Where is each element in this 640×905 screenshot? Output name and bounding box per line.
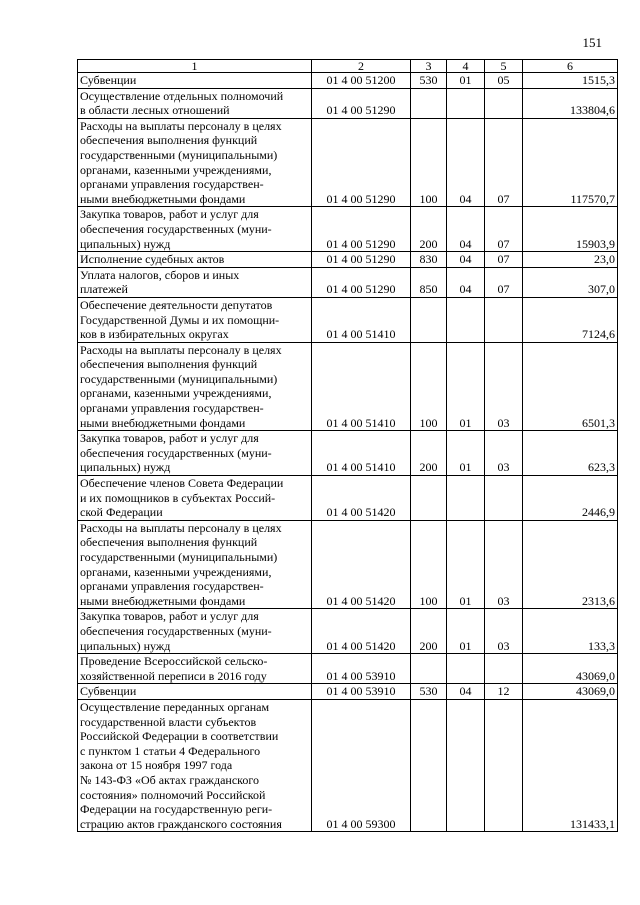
row-description: Осуществление переданных органам государственной власти субъектов Российской Федерации в соответствии с пунктом 1 статьи 4 Федерального закона от 15 ноября 1997 года № 143-ФЗ «Об актах гражданского состояния» полномочий Российской Федерации на государственную реги- страцию актов гражданского состояния	[78, 699, 312, 831]
expense-type-code	[411, 297, 447, 342]
budget-table	[77, 59, 618, 832]
subsection-code	[485, 88, 523, 118]
subsection-code	[485, 297, 523, 342]
expense-type-code	[411, 654, 447, 684]
row-description: Расходы на выплаты персоналу в целях обеспечения выполнения функций государственными (муниципальными) органами, казенными учреждениями, органами управления государствен- ными внебюджетными фондами	[78, 118, 312, 207]
expense-type-code: 100	[411, 118, 447, 207]
page-number: 151	[582, 35, 602, 50]
amount: 7124,6	[523, 297, 618, 342]
section-code: 04	[447, 207, 485, 252]
subsection-code	[485, 699, 523, 831]
expense-type-code: 100	[411, 342, 447, 431]
amount: 2313,6	[523, 520, 618, 609]
row-description: Осуществление отдельных полномочий в области лесных отношений	[78, 88, 312, 118]
amount: 15903,9	[523, 207, 618, 252]
table-row	[78, 342, 618, 431]
table-row	[78, 654, 618, 684]
table-row	[78, 207, 618, 252]
column-header: 6	[523, 60, 618, 73]
table-row	[78, 88, 618, 118]
table-row	[78, 252, 618, 268]
row-description: Исполнение судебных актов	[78, 252, 312, 268]
subsection-code: 07	[485, 118, 523, 207]
subsection-code: 12	[485, 684, 523, 700]
table-row	[78, 431, 618, 476]
target-article-code: 01 4 00 51290	[312, 252, 411, 268]
expense-type-code	[411, 699, 447, 831]
table-row	[78, 73, 618, 89]
column-header: 1	[78, 60, 312, 73]
target-article-code: 01 4 00 53910	[312, 654, 411, 684]
expense-type-code: 100	[411, 520, 447, 609]
target-article-code: 01 4 00 51410	[312, 297, 411, 342]
subsection-code: 03	[485, 520, 523, 609]
target-article-code: 01 4 00 51420	[312, 476, 411, 521]
target-article-code: 01 4 00 51200	[312, 73, 411, 89]
column-header: 5	[485, 60, 523, 73]
table-row	[78, 267, 618, 297]
section-code	[447, 297, 485, 342]
amount: 43069,0	[523, 654, 618, 684]
target-article-code: 01 4 00 51410	[312, 431, 411, 476]
table-row	[78, 684, 618, 700]
target-article-code: 01 4 00 51290	[312, 267, 411, 297]
section-code: 01	[447, 73, 485, 89]
expense-type-code	[411, 476, 447, 521]
column-header: 3	[411, 60, 447, 73]
row-description: Уплата налогов, сборов и иных платежей	[78, 267, 312, 297]
row-description: Проведение Всероссийской сельско- хозяйственной переписи в 2016 году	[78, 654, 312, 684]
table-header-row	[78, 60, 618, 73]
amount: 2446,9	[523, 476, 618, 521]
expense-type-code: 830	[411, 252, 447, 268]
table-row	[78, 118, 618, 207]
target-article-code: 01 4 00 51290	[312, 118, 411, 207]
expense-type-code: 850	[411, 267, 447, 297]
amount: 307,0	[523, 267, 618, 297]
section-code: 04	[447, 252, 485, 268]
target-article-code: 01 4 00 51290	[312, 88, 411, 118]
section-code: 01	[447, 520, 485, 609]
target-article-code: 01 4 00 53910	[312, 684, 411, 700]
section-code	[447, 88, 485, 118]
amount: 131433,1	[523, 699, 618, 831]
section-code	[447, 699, 485, 831]
section-code	[447, 476, 485, 521]
section-code: 01	[447, 431, 485, 476]
amount: 1515,3	[523, 73, 618, 89]
target-article-code: 01 4 00 51410	[312, 342, 411, 431]
table-row	[78, 609, 618, 654]
expense-type-code: 200	[411, 207, 447, 252]
subsection-code: 03	[485, 431, 523, 476]
expense-type-code	[411, 88, 447, 118]
section-code: 01	[447, 609, 485, 654]
amount: 133,3	[523, 609, 618, 654]
expense-type-code: 200	[411, 609, 447, 654]
expense-type-code: 200	[411, 431, 447, 476]
row-description: Обеспечение членов Совета Федерации и их помощников в субъектах Россий- ской Федерации	[78, 476, 312, 521]
subsection-code: 07	[485, 252, 523, 268]
subsection-code	[485, 476, 523, 521]
amount: 623,3	[523, 431, 618, 476]
table-row	[78, 699, 618, 831]
row-description: Расходы на выплаты персоналу в целях обеспечения выполнения функций государственными (муниципальными) органами, казенными учреждениями, органами управления государствен- ными внебюджетными фондами	[78, 520, 312, 609]
amount: 6501,3	[523, 342, 618, 431]
row-description: Закупка товаров, работ и услуг для обеспечения государственных (муни- ципальных) нужд	[78, 431, 312, 476]
column-header: 4	[447, 60, 485, 73]
subsection-code: 07	[485, 267, 523, 297]
row-description: Расходы на выплаты персоналу в целях обеспечения выполнения функций государственными (муниципальными) органами, казенными учреждениями, органами управления государствен- ными внебюджетными фондами	[78, 342, 312, 431]
row-description: Закупка товаров, работ и услуг для обеспечения государственных (муни- ципальных) нужд	[78, 207, 312, 252]
subsection-code	[485, 654, 523, 684]
table-row	[78, 520, 618, 609]
column-header: 2	[312, 60, 411, 73]
section-code: 01	[447, 342, 485, 431]
subsection-code: 05	[485, 73, 523, 89]
target-article-code: 01 4 00 51290	[312, 207, 411, 252]
expense-type-code: 530	[411, 684, 447, 700]
table-row	[78, 297, 618, 342]
table-row	[78, 476, 618, 521]
row-description: Субвенции	[78, 684, 312, 700]
section-code: 04	[447, 684, 485, 700]
subsection-code: 03	[485, 342, 523, 431]
row-description: Обеспечение деятельности депутатов Государственной Думы и их помощни- ков в избирательных округах	[78, 297, 312, 342]
amount: 23,0	[523, 252, 618, 268]
target-article-code: 01 4 00 59300	[312, 699, 411, 831]
amount: 133804,6	[523, 88, 618, 118]
subsection-code: 03	[485, 609, 523, 654]
row-description: Субвенции	[78, 73, 312, 89]
section-code: 04	[447, 118, 485, 207]
subsection-code: 07	[485, 207, 523, 252]
section-code: 04	[447, 267, 485, 297]
target-article-code: 01 4 00 51420	[312, 520, 411, 609]
expense-type-code: 530	[411, 73, 447, 89]
amount: 43069,0	[523, 684, 618, 700]
row-description: Закупка товаров, работ и услуг для обеспечения государственных (муни- ципальных) нужд	[78, 609, 312, 654]
amount: 117570,7	[523, 118, 618, 207]
section-code	[447, 654, 485, 684]
target-article-code: 01 4 00 51420	[312, 609, 411, 654]
